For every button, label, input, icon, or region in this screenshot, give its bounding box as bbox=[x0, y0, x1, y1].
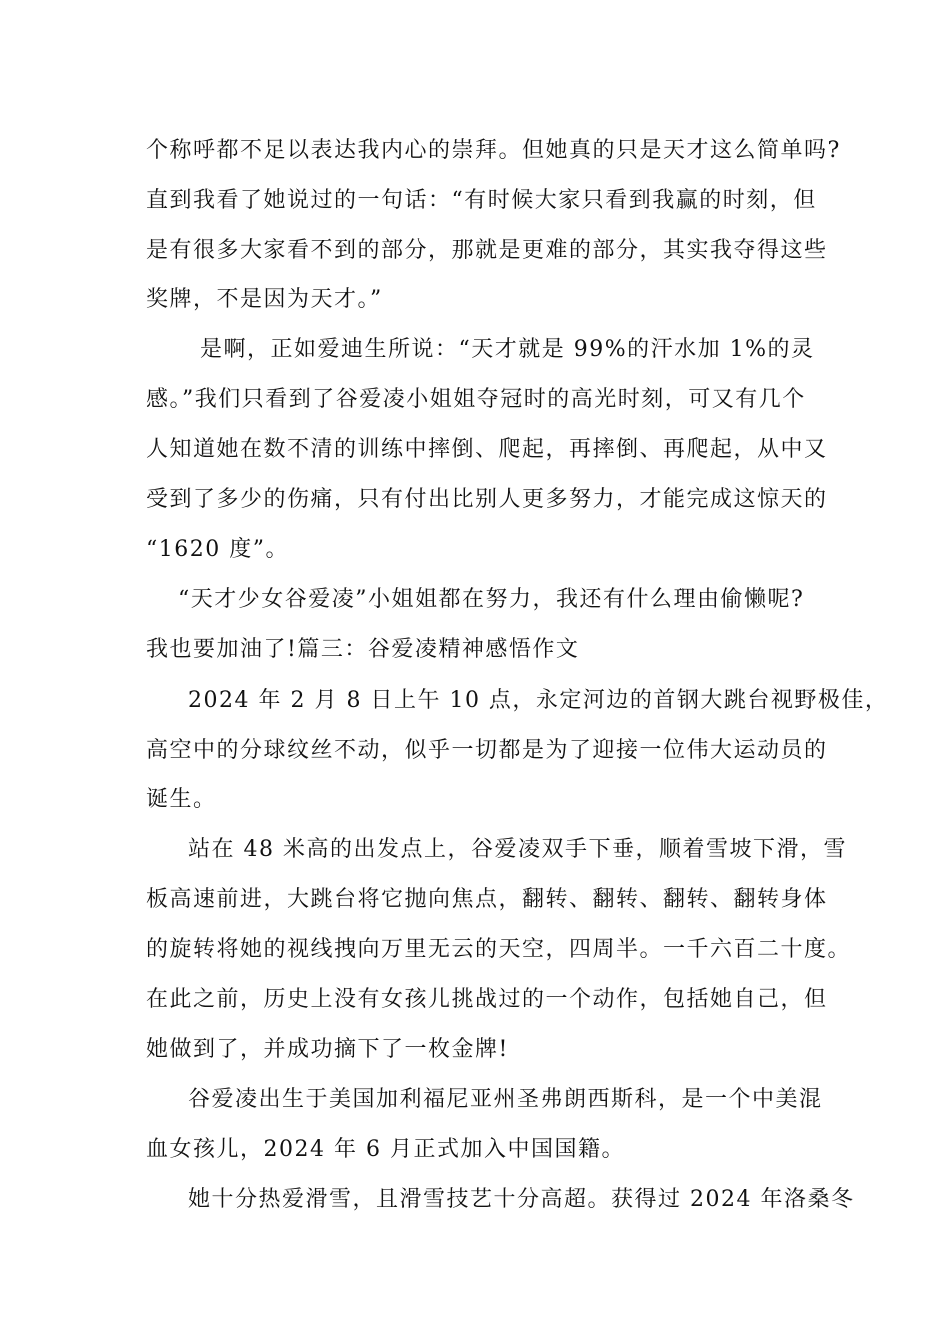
text-line: 直到我看了她说过的一句话：“有时候大家只看到我赢的时刻，但 bbox=[146, 188, 817, 213]
text-line: 我也要加油了!篇三：谷爱凌精神感悟作文 bbox=[146, 637, 580, 662]
text-line: 板高速前进，大跳台将它抛向焦点，翻转、翻转、翻转、翻转身体 bbox=[146, 887, 828, 912]
text-line: “天才少女谷爱凌”小姐姐都在努力，我还有什么理由偷懒呢? bbox=[178, 587, 805, 612]
text-line: 是啊，正如爱迪生所说：“天才就是 99%的汗水加 1%的灵 bbox=[200, 337, 815, 362]
text-line: 血女孩儿，2024 年 6 月正式加入中国国籍。 bbox=[146, 1137, 625, 1162]
text-line: 个称呼都不足以表达我内心的崇拜。但她真的只是天才这么简单吗? bbox=[146, 138, 841, 163]
text-line: 谷爱凌出生于美国加利福尼亚州圣弗朗西斯科，是一个中美混 bbox=[188, 1087, 823, 1112]
text-line: 诞生。 bbox=[146, 787, 217, 812]
text-line: 高空中的分球纹丝不动，似乎一切都是为了迎接一位伟大运动员的 bbox=[146, 738, 828, 763]
text-line: 她十分热爱滑雪，且滑雪技艺十分高超。获得过 2024 年洛桑冬 bbox=[188, 1187, 855, 1212]
text-line: 站在 48 米高的出发点上，谷爱凌双手下垂，顺着雪坡下滑，雪 bbox=[188, 837, 847, 862]
text-line: 的旋转将她的视线拽向万里无云的天空，四周半。一千六百二十度。 bbox=[146, 937, 852, 962]
text-line: 感。”我们只看到了谷爱凌小姐姐夺冠时的高光时刻，可又有几个 bbox=[146, 387, 806, 412]
text-line: 2024 年 2 月 8 日上午 10 点，永定河边的首钢大跳台视野极佳， bbox=[188, 688, 889, 713]
text-line: 奖牌，不是因为天才。” bbox=[146, 287, 383, 312]
text-line: “1620 度”。 bbox=[146, 537, 289, 562]
text-line: 受到了多少的伤痛，只有付出比别人更多努力，才能完成这惊天的 bbox=[146, 487, 828, 512]
text-line: 是有很多大家看不到的部分，那就是更难的部分，其实我夺得这些 bbox=[146, 238, 828, 263]
text-line: 在此之前，历史上没有女孩儿挑战过的一个动作，包括她自己，但 bbox=[146, 987, 828, 1012]
text-line: 人知道她在数不清的训练中摔倒、爬起，再摔倒、再爬起，从中又 bbox=[146, 437, 828, 462]
text-line: 她做到了，并成功摘下了一枚金牌! bbox=[146, 1037, 509, 1062]
